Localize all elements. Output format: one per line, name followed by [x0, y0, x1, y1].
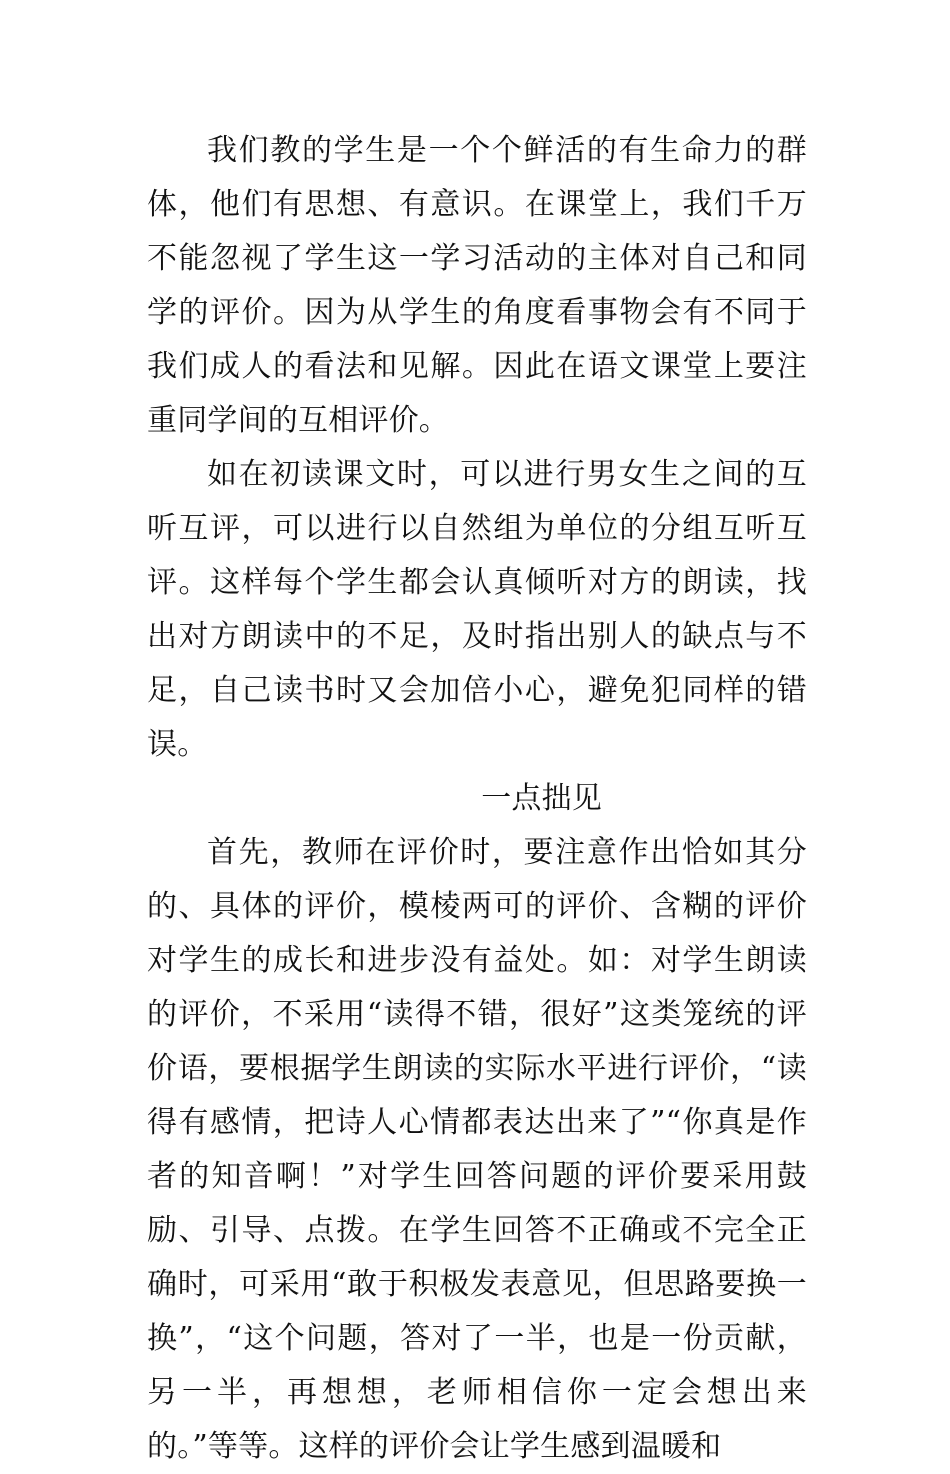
paragraph-1: 我们教的学生是一个个鲜活的有生命力的群体，他们有思想、有意识。在课堂上，我们千万不能忽视了学生这一学习活动的主体对自己和同学的评价。因为从学生的角度看事物会有不同于我们成人的看法和见解。因此在语文课堂上要注重同学间的互相评价。 — [147, 133, 807, 438]
paragraph-3: 首先，教师在评价时，要注意作出恰如其分的、具体的评价，模棱两可的评价、含糊的评价对学生的成长和进步没有益处。如：对学生朗读的评价，不采用“读得不错，很好”这类笼统的评价语，要根据学生朗读的实际水平进行评价，“读得有感情，把诗人心情都表达出来了”“你真是作者的知音啊！”对学生回答问题的评价要采用鼓励、引导、点拨。在学生回答不正确或不完全正确时，可采用“敢于积极发表意见，但思路要换一换”，“这个问题，答对了一半，也是一份贡献，另一半，再想想，老师相信你一定会想出来的。”等等。这样的评价会让学生感到温暖和 — [147, 835, 807, 1464]
section-heading: 一点拙见 — [481, 781, 602, 816]
paragraph-2: 如在初读课文时，可以进行男女生之间的互听互评，可以进行以自然组为单位的分组互听互评。这样每个学生都会认真倾听对方的朗读，找出对方朗读中的不足，及时指出别人的缺点与不足，自己读书时又会加倍小心，避免犯同样的错误。 — [147, 457, 807, 762]
document-body — [147, 124, 807, 1474]
